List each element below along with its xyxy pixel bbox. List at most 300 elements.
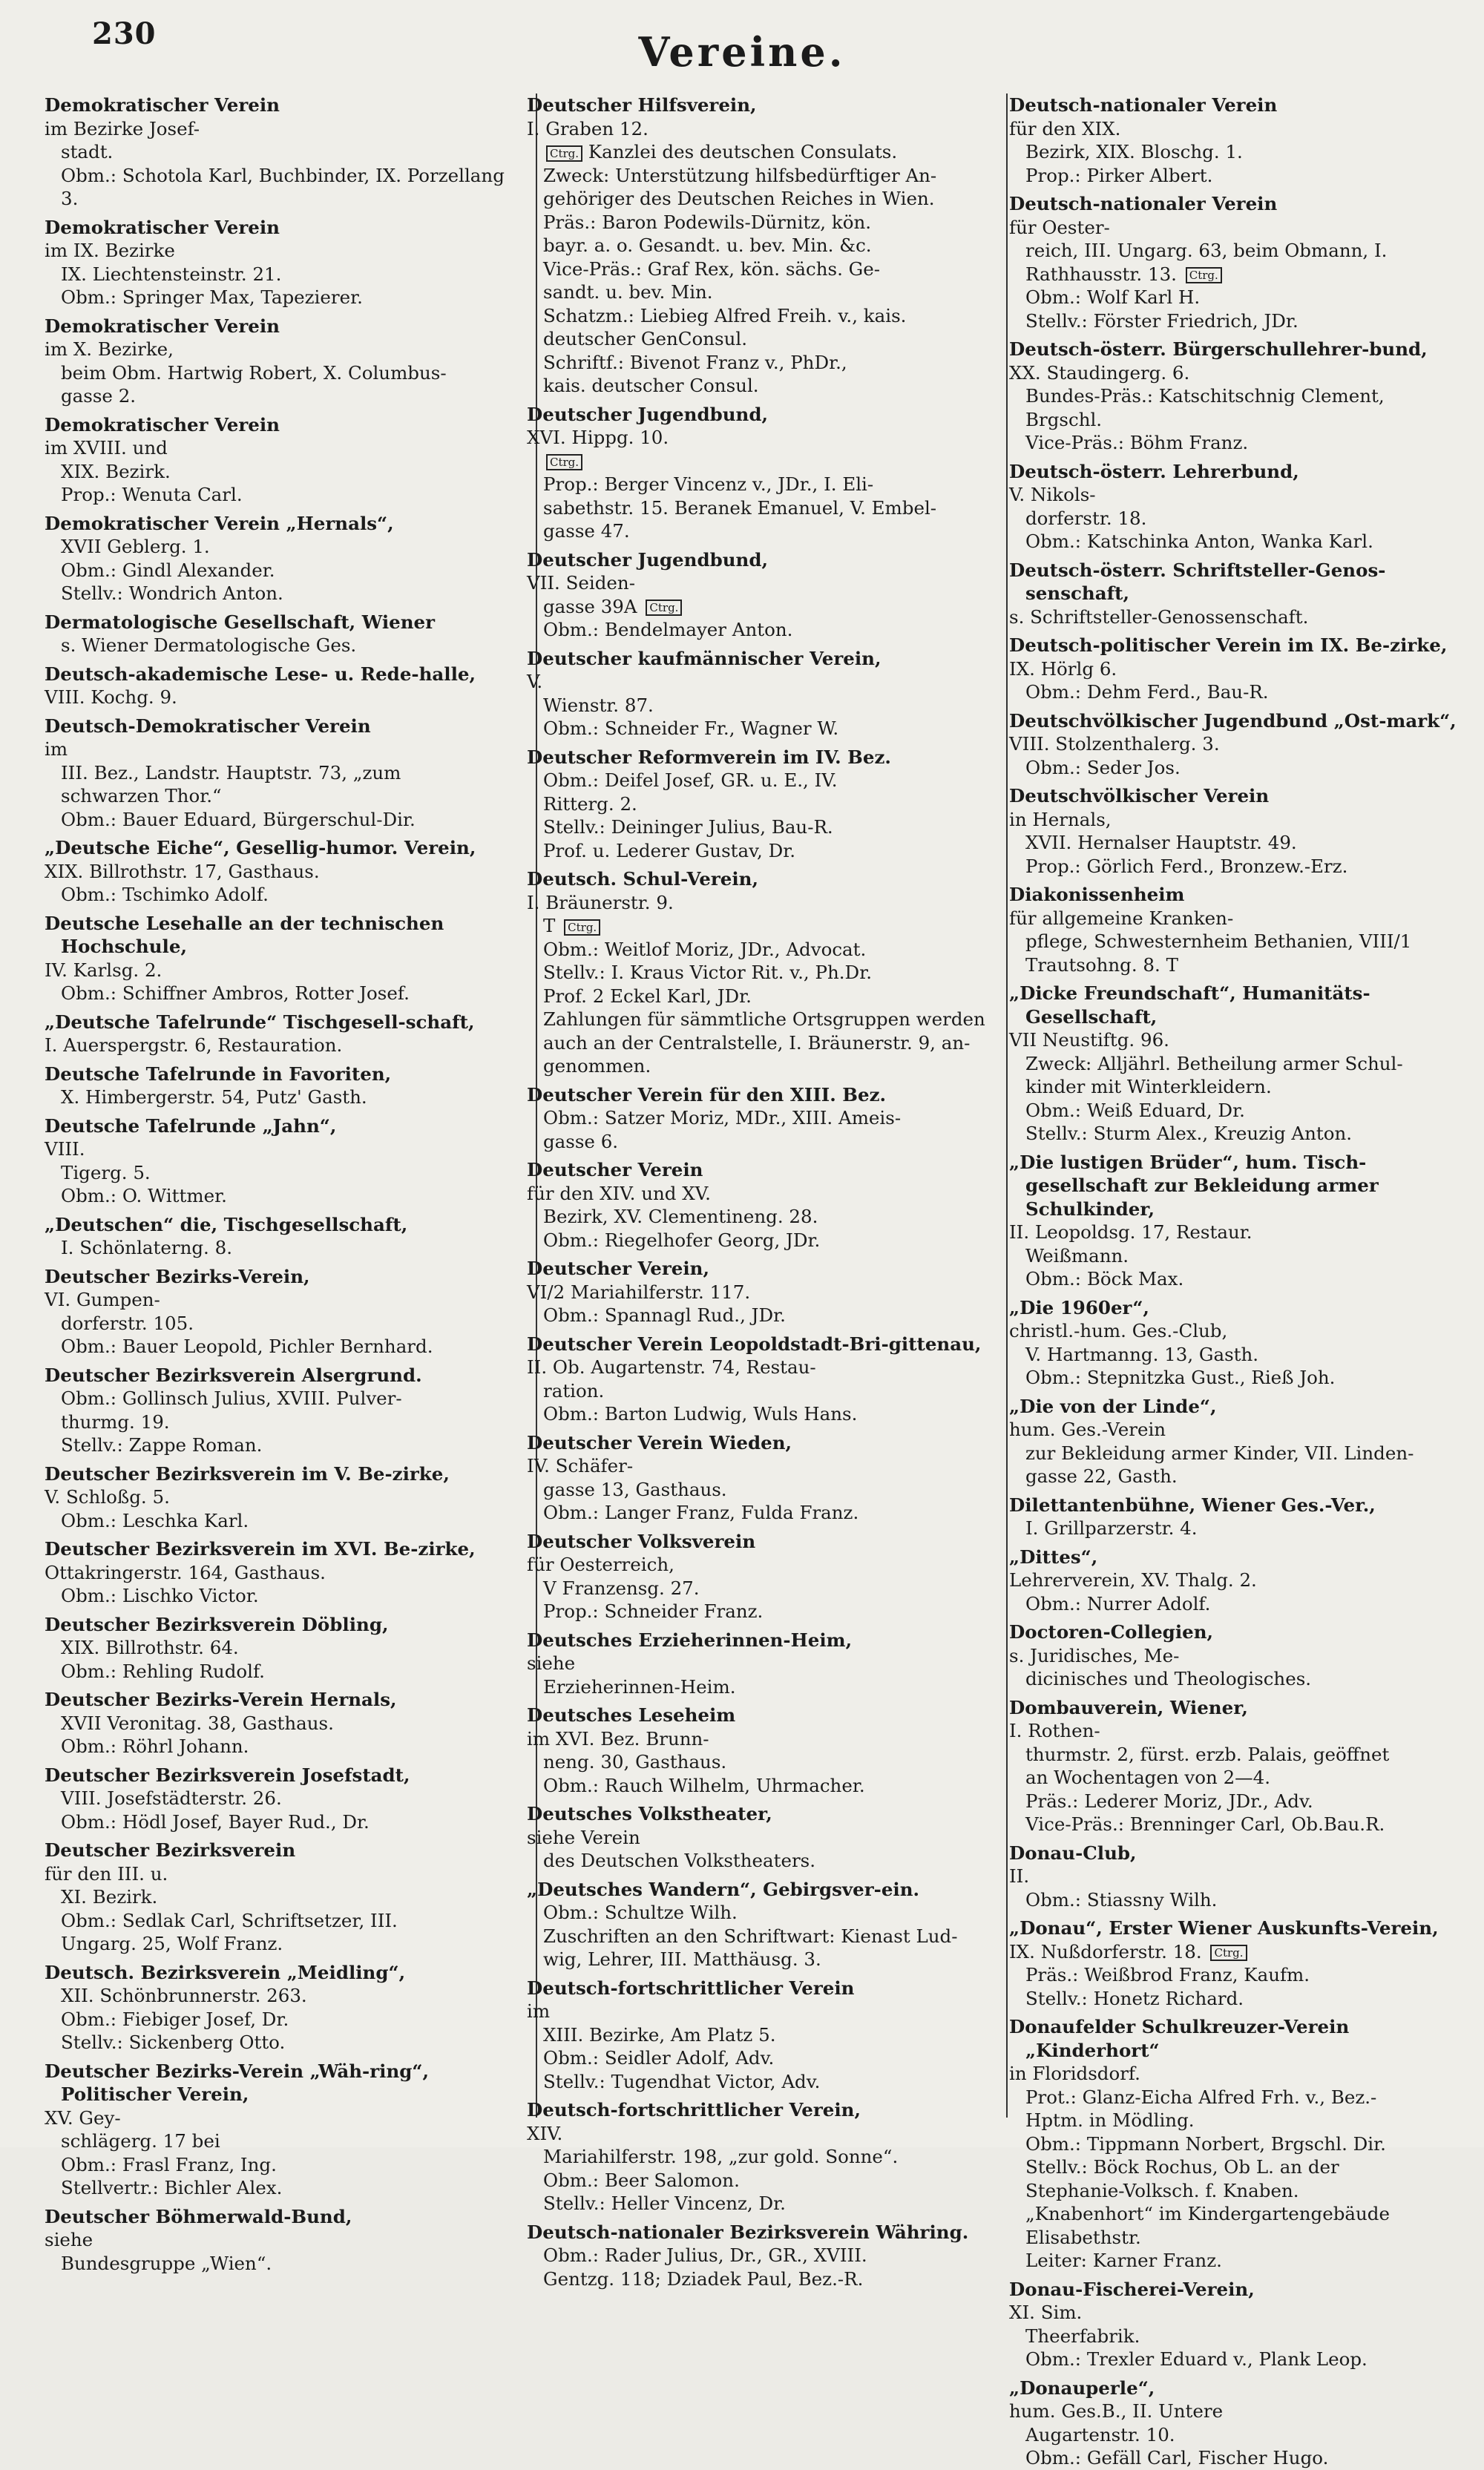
- entry-line: auch an der Centralstelle, I. Bräunerstr. 9, an-: [543, 1031, 971, 1054]
- entry-line: Zweck: Alljährl. Betheilung armer Schul-: [1025, 1052, 1403, 1074]
- telephone-badge: Ctrg.: [564, 919, 600, 936]
- entry-line: Obm.: Rauch Wilhelm, Uhrmacher.: [543, 1774, 865, 1796]
- entry-headword: Deutscher Jugendbund,: [527, 548, 768, 571]
- entry-line: Obm.: Langer Franz, Fulda Franz.: [543, 1502, 859, 1523]
- entry-line: Obm.: Seidler Adolf, Adv.: [543, 2047, 775, 2069]
- directory-entry: [527, 548, 987, 642]
- entry-line: zur Bekleidung armer Kinder, VII. Linden-: [1025, 1442, 1414, 1464]
- entry-line: XVII. Hernalser Hauptstr. 49.: [1025, 832, 1297, 853]
- entry-line: I. Rothen-: [1009, 1720, 1100, 1741]
- directory-entry: [1009, 1151, 1469, 1291]
- entry-line: Zweck: Unterstützung hilfsbedürftiger An-: [543, 164, 937, 186]
- entry-line: dorferstr. 105.: [61, 1312, 194, 1334]
- directory-entry: [527, 1083, 987, 1154]
- entry-line: Weißmann.: [1025, 1244, 1129, 1267]
- entry-headword: Deutsch-nationaler Bezirksverein Währing.: [527, 2221, 969, 2243]
- directory-entry: [527, 746, 987, 863]
- entry-line: Bundes-Präs.: Katschitschnig Clement,: [1025, 385, 1385, 407]
- entry-line: III. Bez., Landstr. Hauptstr. 73, „zum: [61, 761, 401, 784]
- entry-line: Obm.: Bauer Leopold, Pichler Bernhard.: [61, 1336, 433, 1357]
- entry-line: für allgemeine Kranken-: [1009, 907, 1234, 929]
- entry-line: Stellv.: Förster Friedrich, JDr.: [1025, 309, 1298, 332]
- entry-headword: Deutscher Reformverein im IV. Bez.: [527, 746, 891, 768]
- entry-headword: Donau-Fischerei-Verein,: [1009, 2278, 1255, 2300]
- entry-line: kais. deutscher Consul.: [543, 375, 759, 396]
- entry-line: Obm.: Spannagl Rud., JDr.: [543, 1304, 786, 1326]
- running-head: Vereine.: [638, 28, 846, 76]
- directory-entry: [45, 1961, 505, 2054]
- entry-line: für Oesterreich,: [527, 1554, 674, 1575]
- directory-entry: [527, 1257, 987, 1327]
- entry-headword: „Deutsche Eiche“, Gesellig-humor. Verein,: [45, 837, 476, 858]
- entry-line: Obm.: Schiffner Ambros, Rotter Josef.: [61, 982, 410, 1004]
- entry-line: pflege, Schwesternheim Bethanien, VIII/1: [1025, 930, 1412, 952]
- entry-line: XIII. Bezirke, Am Platz 5.: [543, 2023, 776, 2046]
- entry-line: VII Neustiftg. 96.: [1009, 1029, 1169, 1051]
- entry-line: für Oester-: [1009, 216, 1110, 238]
- directory-entry: [1009, 1620, 1469, 1691]
- entry-headword: Deutscher Bezirksverein Döbling,: [45, 1613, 389, 1635]
- directory-entry: [527, 1802, 987, 1873]
- entry-headword: Deutscher Verein,: [527, 1258, 710, 1279]
- entry-headword: Deutsche Lesehalle an der technischen Hochschule,: [45, 912, 444, 957]
- entry-line: Trautsohng. 8. T: [1025, 953, 1178, 976]
- entry-line: siehe: [45, 2229, 93, 2250]
- directory-entry: [45, 1839, 505, 1956]
- directory-entry: [1009, 460, 1469, 554]
- directory-entry: [1009, 2377, 1469, 2470]
- entry-headword: Deutsch-fortschrittlicher Verein,: [527, 2099, 861, 2121]
- entry-line: [543, 450, 987, 473]
- entry-line: Obm.: Bendelmayer Anton.: [543, 619, 793, 640]
- entry-line: Vice-Präs.: Brenninger Carl, Ob.Bau.R.: [1025, 1813, 1385, 1835]
- directory-entry: [527, 1977, 987, 2094]
- entry-headword: Deutscher Bezirksverein im XVI. Be-zirke,: [45, 1538, 476, 1560]
- entry-headword: Deutscher Hilfsverein,: [527, 94, 757, 116]
- entry-headword: Deutsch. Bezirksverein „Meidling“,: [45, 1961, 406, 1983]
- entry-line: Obm.: Barton Ludwig, Wuls Hans.: [543, 1403, 858, 1425]
- entry-line: X. Himbergerstr. 54, Putz' Gasth.: [61, 1086, 367, 1108]
- column-left: [45, 93, 505, 2274]
- entry-line: Prop.: Schneider Franz.: [543, 1600, 764, 1622]
- entry-line: XX. Staudingerg. 6.: [1009, 361, 1190, 384]
- entry-headword: Deutsch-österr. Schriftsteller-Genos-senschaft,: [1009, 559, 1386, 604]
- entry-headword: „Deutsches Wandern“, Gebirgsver-ein.: [527, 1878, 920, 1900]
- entry-headword: Deutscher Verein Leopoldstadt-Bri-gittenau,: [527, 1333, 982, 1355]
- entry-line: Präs.: Weißbrod Franz, Kaufm.: [1025, 1964, 1310, 1985]
- entry-line: Stellv.: Sickenberg Otto.: [61, 2031, 286, 2053]
- entry-line: s. Juridisches, Me-: [1009, 1644, 1180, 1666]
- entry-line: VIII. Stolzenthalerg. 3.: [1009, 733, 1220, 755]
- entry-line: Stellv.: Sturm Alex., Kreuzig Anton.: [1025, 1123, 1353, 1144]
- entry-line: Präs.: Lederer Moriz, JDr., Adv.: [1025, 1790, 1313, 1812]
- entry-headword: Deutsch-akademische Lese- u. Rede-halle,: [45, 663, 476, 685]
- entry-line: XVII Veronitag. 38, Gasthaus.: [61, 1712, 334, 1734]
- entry-line: Wienstr. 87.: [543, 694, 654, 716]
- entry-line: I. Graben 12.: [527, 117, 649, 139]
- directory-entry: [45, 912, 505, 1005]
- telephone-badge: Ctrg.: [546, 145, 582, 162]
- entry-line: VI/2 Mariahilferstr. 117.: [527, 1281, 751, 1303]
- entry-line: Obm.: Nurrer Adolf.: [1025, 1592, 1211, 1615]
- entry-line: XII. Schönbrunnerstr. 263.: [61, 1985, 307, 2006]
- entry-headword: Deutsch-österr. Bürgerschullehrer-bund,: [1009, 338, 1428, 360]
- entry-headword: „Donauperle“,: [1009, 2377, 1155, 2399]
- entry-line: Bezirk, XIX. Bloschg. 1.: [1025, 141, 1243, 162]
- entry-line: Obm.: Stiassny Wilh.: [1025, 1888, 1218, 1911]
- column-right: [1009, 93, 1469, 2469]
- directory-entry: [45, 315, 505, 408]
- entry-headword: Donaufelder Schulkreuzer-Verein „Kinderhort“: [1009, 2016, 1350, 2061]
- directory-entry: [45, 1688, 505, 1758]
- directory-entry: [527, 1530, 987, 1623]
- entry-line: für den XIV. und XV.: [527, 1182, 711, 1204]
- entry-line: V. Nikols-: [1009, 484, 1096, 505]
- directory-entry: [527, 1704, 987, 1797]
- entry-headword: Deutsches Leseheim: [527, 1704, 736, 1726]
- entry-line: Ottakringerstr. 164, Gasthaus.: [45, 1561, 326, 1583]
- entry-line: V. Schloßg. 5.: [45, 1486, 170, 1508]
- entry-headword: Deutscher Bezirks-Verein Hernals,: [45, 1689, 397, 1710]
- entry-line: kinder mit Winterkleidern.: [1025, 1076, 1272, 1097]
- entry-line: Obm.: Gindl Alexander.: [61, 559, 275, 581]
- entry-line: siehe: [527, 1652, 576, 1674]
- entry-line: Obm.: Leschka Karl.: [61, 1509, 249, 1531]
- entry-line: Gentzg. 118; Dziadek Paul, Bez.-R.: [543, 2267, 864, 2290]
- entry-line: gehöriger des Deutschen Reiches in Wien.: [543, 188, 935, 209]
- entry-line: Mariahilferstr. 198, „zur gold. Sonne“.: [543, 2146, 899, 2167]
- entry-line: Elisabethstr.: [1025, 2226, 1141, 2248]
- telephone-badge: Ctrg.: [1210, 1945, 1247, 1961]
- entry-line: Stellv.: Honetz Richard.: [1025, 1987, 1244, 2009]
- entry-line: dorferstr. 18.: [1025, 507, 1147, 529]
- entry-line: T Ctrg.: [543, 914, 987, 938]
- entry-line: Obm.: Schultze Wilh.: [543, 1902, 738, 1923]
- entry-line: gasse 2.: [61, 385, 137, 407]
- entry-line: Obm.: Weitlof Moriz, JDr., Advocat.: [543, 938, 867, 960]
- directory-entry: [1009, 1842, 1469, 1912]
- entry-headword: Demokratischer Verein: [45, 216, 280, 238]
- entry-line: Theerfabrik.: [1025, 2325, 1140, 2347]
- directory-entry: [1009, 1494, 1469, 1540]
- entry-headword: Deutscher Verein für den XIII. Bez.: [527, 1083, 887, 1106]
- entry-line: XV. Gey-: [45, 2106, 121, 2129]
- entry-line: Obm.: Gefäll Carl, Fischer Hugo.: [1025, 2447, 1329, 2469]
- entry-line: XVII Geblerg. 1.: [61, 536, 210, 557]
- entry-line: Obm.: Dehm Ferd., Bau-R.: [1025, 681, 1269, 703]
- entry-line: neng. 30, Gasthaus.: [543, 1751, 727, 1773]
- directory-entry: [1009, 784, 1469, 878]
- directory-entry: [45, 715, 505, 832]
- entry-line: im XVI. Bez. Brunn-: [527, 1727, 709, 1750]
- entry-headword: Deutscher Bezirksverein Josefstadt,: [45, 1764, 410, 1786]
- entry-headword: Demokratischer Verein: [45, 315, 280, 337]
- directory-entry: [527, 1333, 987, 1426]
- entry-line: Obm.: Röhrl Johann.: [61, 1735, 249, 1757]
- entry-headword: Deutsch. Schul-Verein,: [527, 868, 758, 890]
- telephone-badge: Ctrg.: [1186, 267, 1222, 283]
- entry-line: hum. Ges.-Verein: [1009, 1419, 1166, 1440]
- entry-line: „Knabenhort“ im Kindergartengebäude: [1025, 2203, 1390, 2224]
- directory-columns: [45, 93, 1469, 2469]
- entry-line: VII. Seiden-: [527, 572, 635, 594]
- entry-headword: Deutsch-nationaler Verein: [1009, 193, 1278, 214]
- directory-entry: [45, 1114, 505, 1208]
- entry-headword: Deutscher Bezirks-Verein „Wäh-ring“, Politischer Verein,: [45, 2060, 430, 2105]
- directory-entry: [45, 663, 505, 709]
- entry-headword: „Deutsche Tafelrunde“ Tischgesell-schaft,: [45, 1011, 475, 1033]
- entry-line: im IX. Bezirke: [45, 240, 175, 261]
- entry-line: Obm.: Schneider Fr., Wagner W.: [543, 717, 839, 739]
- entry-headword: „Die 1960er“,: [1009, 1296, 1149, 1318]
- entry-line: XIX. Bezirk.: [61, 460, 171, 482]
- entry-line: XVI. Hippg. 10.: [527, 427, 669, 448]
- entry-line: thurmg. 19.: [61, 1410, 170, 1433]
- entry-headword: Deutsch-politischer Verein im IX. Be-zirke,: [1009, 634, 1448, 656]
- entry-line: Prof. 2 Eckel Karl, JDr.: [543, 985, 752, 1007]
- entry-line: XI. Sim.: [1009, 2302, 1083, 2323]
- entry-headword: Deutscher Volksverein: [527, 1530, 756, 1552]
- directory-entry: [1009, 192, 1469, 332]
- entry-line: I. Grillparzerstr. 4.: [1025, 1517, 1198, 1539]
- directory-entry: [527, 867, 987, 1078]
- directory-entry: [45, 1265, 505, 1359]
- entry-headword: Deutscher kaufmännischer Verein,: [527, 647, 881, 669]
- directory-entry: [1009, 2278, 1469, 2371]
- entry-headword: „Deutschen“ die, Tischgesellschaft,: [45, 1213, 408, 1235]
- entry-line: s. Schriftsteller-Genossenschaft.: [1009, 605, 1309, 628]
- entry-headword: Deutsch-Demokratischer Verein: [45, 715, 371, 737]
- entry-headword: Deutscher Bezirks-Verein,: [45, 1265, 310, 1287]
- entry-headword: Deutscher Bezirksverein im V. Be-zirke,: [45, 1462, 450, 1485]
- entry-line: Stephanie-Volksch. f. Knaben.: [1025, 2179, 1299, 2201]
- entry-headword: Demokratischer Verein: [45, 94, 280, 116]
- entry-line: schlägerg. 17 bei: [61, 2130, 220, 2152]
- directory-entry: [45, 1062, 505, 1109]
- entry-line: hum. Ges.B., II. Untere: [1009, 2400, 1224, 2422]
- entry-line: gasse 22, Gasth.: [1025, 1465, 1178, 1487]
- entry-line: I. Schönlaterng. 8.: [61, 1237, 232, 1258]
- entry-line: Obm.: Bauer Eduard, Bürgerschul-Dir.: [61, 808, 416, 830]
- entry-line: Prop.: Görlich Ferd., Bronzew.-Erz.: [1025, 855, 1348, 877]
- directory-entry: [45, 413, 505, 507]
- entry-line: Obm.: Springer Max, Tapezierer.: [61, 286, 363, 308]
- entry-line: dicinisches und Theologisches.: [1025, 1668, 1312, 1689]
- entry-line: Obm.: Rehling Rudolf.: [61, 1660, 265, 1682]
- entry-line: Obm.: Satzer Moriz, MDr., XIII. Ameis-: [543, 1107, 902, 1129]
- directory-entry: [527, 1158, 987, 1252]
- entry-line: des Deutschen Volkstheaters.: [543, 1850, 816, 1871]
- directory-entry: [45, 216, 505, 309]
- directory-entry: [1009, 338, 1469, 455]
- directory-entry: [1009, 1916, 1469, 2010]
- entry-line: in Hernals,: [1009, 808, 1112, 830]
- directory-entry: [45, 2060, 505, 2200]
- entry-headword: Dombauverein, Wiener,: [1009, 1696, 1248, 1718]
- entry-line: Prop.: Wenuta Carl.: [61, 484, 243, 505]
- entry-line: Obm.: Stepnitzka Gust., Rieß Joh.: [1025, 1367, 1336, 1388]
- directory-entry: [1009, 1696, 1469, 1836]
- entry-line: IV. Schäfer-: [527, 1455, 634, 1477]
- directory-entry: [45, 1011, 505, 1057]
- entry-line: beim Obm. Hartwig Robert, X. Columbus-: [61, 361, 447, 384]
- entry-line: Stellv.: Zappe Roman.: [61, 1434, 263, 1456]
- entry-line: im X. Bezirke,: [45, 338, 174, 360]
- entry-line: Ritterg. 2.: [543, 792, 637, 815]
- entry-line: Erzieherinnen-Heim.: [543, 1675, 736, 1698]
- entry-line: Augartenstr. 10.: [1025, 2423, 1175, 2446]
- entry-line: VI. Gumpen-: [45, 1289, 160, 1310]
- entry-line: IX. Nußdorferstr. 18. Ctrg.: [1025, 1940, 1469, 1964]
- entry-line: XI. Bezirk.: [61, 1886, 158, 1908]
- entry-headword: Deutsch-nationaler Verein: [1009, 94, 1278, 116]
- directory-entry: [1009, 883, 1469, 976]
- entry-line: Ungarg. 25, Wolf Franz.: [61, 1933, 283, 1954]
- entry-line: Hptm. in Mödling.: [1025, 2109, 1195, 2131]
- entry-line: siehe Verein: [527, 1826, 640, 1848]
- entry-line: Zahlungen für sämmtliche Ortsgruppen werden: [543, 1008, 985, 1030]
- entry-line: Lehrerverein, XV. Thalg. 2.: [1009, 1569, 1257, 1591]
- entry-line: I. Bräunerstr. 9.: [527, 891, 674, 913]
- entry-line: s. Wiener Dermatologische Ges.: [61, 634, 357, 656]
- entry-line: Zuschriften an den Schriftwart: Kienast Lud-: [543, 1925, 958, 1947]
- column-middle: [527, 93, 987, 2290]
- entry-line: II. Ob. Augartenstr. 74, Restau-: [527, 1356, 816, 1378]
- directory-entry: [527, 647, 987, 740]
- entry-headword: „Donau“, Erster Wiener Auskunfts-Verein,: [1009, 1917, 1439, 1939]
- entry-line: IX. Hörlg 6.: [1009, 657, 1117, 680]
- entry-line: Tigerg. 5.: [61, 1161, 151, 1183]
- entry-line: Obm.: O. Wittmer.: [61, 1185, 227, 1206]
- entry-line: Rathhausstr. 13. Ctrg.: [1025, 263, 1469, 286]
- entry-line: XIV.: [527, 2122, 563, 2144]
- entry-line: Obm.: Deifel Josef, GR. u. E., IV.: [543, 769, 838, 791]
- entry-line: Leiter: Karner Franz.: [1025, 2250, 1222, 2271]
- directory-entry: [527, 2098, 987, 2216]
- entry-headword: Deutsche Tafelrunde „Jahn“,: [45, 1114, 337, 1137]
- entry-headword: „Die lustigen Brüder“, hum. Tisch-gesellschaft zur Bekleidung armer Schulkinder,: [1009, 1151, 1379, 1220]
- entry-line: XIX. Billrothstr. 17, Gasthaus.: [45, 860, 320, 882]
- entry-line: im: [45, 738, 68, 760]
- entry-line: Obm.: Gollinsch Julius, XVIII. Pulver-: [61, 1387, 402, 1409]
- directory-entry: [45, 836, 505, 907]
- entry-line: Stellv.: Heller Vincenz, Dr.: [543, 2193, 786, 2214]
- entry-headword: Dermatologische Gesellschaft, Wiener: [45, 611, 436, 633]
- entry-headword: Deutsche Tafelrunde in Favoriten,: [45, 1062, 392, 1085]
- directory-entry: [45, 1613, 505, 1684]
- entry-line: Obm.: Katschinka Anton, Wanka Karl.: [1025, 531, 1373, 552]
- directory-entry: [527, 1629, 987, 1699]
- entry-line: Obm.: Tippmann Norbert, Brgschl. Dir.: [1025, 2132, 1386, 2155]
- entry-line: Obm.: Wolf Karl H.: [1025, 286, 1201, 308]
- entry-line: Stellv.: I. Kraus Victor Rit. v., Ph.Dr.: [543, 962, 872, 983]
- entry-headword: Deutscher Bezirksverein Alsergrund.: [45, 1364, 422, 1386]
- directory-entry: [1009, 709, 1469, 780]
- entry-line: Stellvertr.: Bichler Alex.: [61, 2177, 283, 2198]
- entry-headword: Deutsches Volkstheater,: [527, 1803, 772, 1824]
- entry-headword: Deutsches Erzieherinnen-Heim,: [527, 1629, 853, 1651]
- entry-headword: Demokratischer Verein „Hernals“,: [45, 512, 394, 534]
- entry-line: Vice-Präs.: Böhm Franz.: [1025, 432, 1249, 453]
- entry-line: Präs.: Baron Podewils-Dürnitz, kön.: [543, 211, 872, 233]
- entry-line: gasse 39A Ctrg.: [543, 595, 987, 619]
- entry-line: im Bezirke Josef-: [45, 117, 200, 139]
- directory-entry: [1009, 982, 1469, 1146]
- directory-entry: [1009, 1296, 1469, 1390]
- entry-line: christl.-hum. Ges.-Club,: [1009, 1320, 1228, 1341]
- entry-line: Obm.: Schotola Karl, Buchbinder, IX. Porzellang 3.: [61, 164, 505, 209]
- entry-line: für den XIX.: [1009, 117, 1121, 139]
- entry-headword: Deutscher Jugendbund,: [527, 403, 768, 425]
- entry-line: II. Leopoldsg. 17, Restaur.: [1009, 1221, 1252, 1243]
- directory-entry: [45, 1213, 505, 1260]
- entry-line: Bezirk, XV. Clementineng. 28.: [543, 1206, 818, 1227]
- entry-line: Obm.: Riegelhofer Georg, JDr.: [543, 1229, 821, 1251]
- directory-entry: [1009, 634, 1469, 704]
- entry-line: Prop.: Berger Vincenz v., JDr., I. Eli-: [543, 473, 874, 495]
- directory-entry: [527, 93, 987, 398]
- entry-line: reich, III. Ungarg. 63, beim Obmann, I.: [1025, 240, 1388, 261]
- entry-line: Stellv.: Tugendhat Victor, Adv.: [543, 2070, 821, 2092]
- telephone-badge: Ctrg.: [646, 600, 682, 616]
- entry-line: schwarzen Thor.“: [61, 785, 222, 807]
- directory-entry: [527, 1431, 987, 1525]
- entry-line: Prof. u. Lederer Gustav, Dr.: [543, 839, 796, 861]
- entry-line: Obm.: Hödl Josef, Bayer Rud., Dr.: [61, 1810, 370, 1833]
- entry-line: gasse 6.: [543, 1130, 619, 1152]
- page-number: 230: [92, 16, 157, 51]
- entry-line: Obm.: Beer Salomon.: [543, 2169, 740, 2191]
- entry-headword: Deutsch-fortschrittlicher Verein: [527, 1977, 855, 1999]
- entry-line: Vice-Präs.: Graf Rex, kön. sächs. Ge-: [543, 257, 881, 280]
- directory-entry: [1009, 1395, 1469, 1488]
- entry-line: wig, Lehrer, III. Matthäusg. 3.: [543, 1948, 821, 1970]
- entry-line: Obm.: Seder Jos.: [1025, 756, 1181, 778]
- entry-line: VIII. Josefstädterstr. 26.: [61, 1787, 282, 1809]
- entry-headword: Deutscher Verein Wieden,: [527, 1431, 792, 1454]
- directory-entry: [45, 1462, 505, 1533]
- entry-line: Obm.: Rader Julius, Dr., GR., XVIII.: [543, 2244, 867, 2266]
- entry-line: Obm.: Trexler Eduard v., Plank Leop.: [1025, 2348, 1368, 2370]
- entry-headword: Deutscher Böhmerwald-Bund,: [45, 2205, 352, 2227]
- entry-line: II.: [1009, 1865, 1030, 1887]
- entry-line: Stellv.: Böck Rochus, Ob L. an der: [1025, 2156, 1339, 2178]
- entry-line: Bundesgruppe „Wien“.: [61, 2252, 272, 2274]
- entry-headword: Dilettantenbühne, Wiener Ges.-Ver.,: [1009, 1494, 1376, 1516]
- entry-line: Obm.: Frasl Franz, Ing.: [61, 2153, 277, 2175]
- directory-entry: [527, 1878, 987, 1971]
- entry-line: XIX. Billrothstr. 64.: [61, 1637, 239, 1658]
- entry-line: genommen.: [543, 1055, 651, 1077]
- directory-entry: [1009, 1546, 1469, 1616]
- entry-headword: Deutscher Verein: [527, 1159, 703, 1180]
- directory-entry: [1009, 93, 1469, 187]
- directory-entry: [45, 611, 505, 657]
- entry-line: Obm.: Böck Max.: [1025, 1268, 1184, 1290]
- entry-line: deutscher GenConsul.: [543, 328, 747, 349]
- entry-line: sabethstr. 15. Beranek Emanuel, V. Embel-: [543, 496, 937, 519]
- entry-line: Ctrg. Kanzlei des deutschen Consulats.: [543, 140, 987, 164]
- entry-line: stadt.: [61, 141, 114, 162]
- entry-line: Prot.: Glanz-Eicha Alfred Frh. v., Bez.-: [1025, 2086, 1377, 2108]
- directory-entry: [45, 512, 505, 605]
- entry-headword: „Dicke Freundschaft“, Humanitäts-Gesellschaft,: [1009, 982, 1370, 1028]
- entry-headword: Diakonissenheim: [1009, 884, 1185, 905]
- entry-line: I. Auerspergstr. 6, Restauration.: [45, 1034, 343, 1056]
- entry-line: gasse 47.: [543, 520, 630, 542]
- entry-line: bayr. a. o. Gesandt. u. bev. Min. &c.: [543, 234, 872, 256]
- entry-line: für den III. u.: [45, 1862, 168, 1885]
